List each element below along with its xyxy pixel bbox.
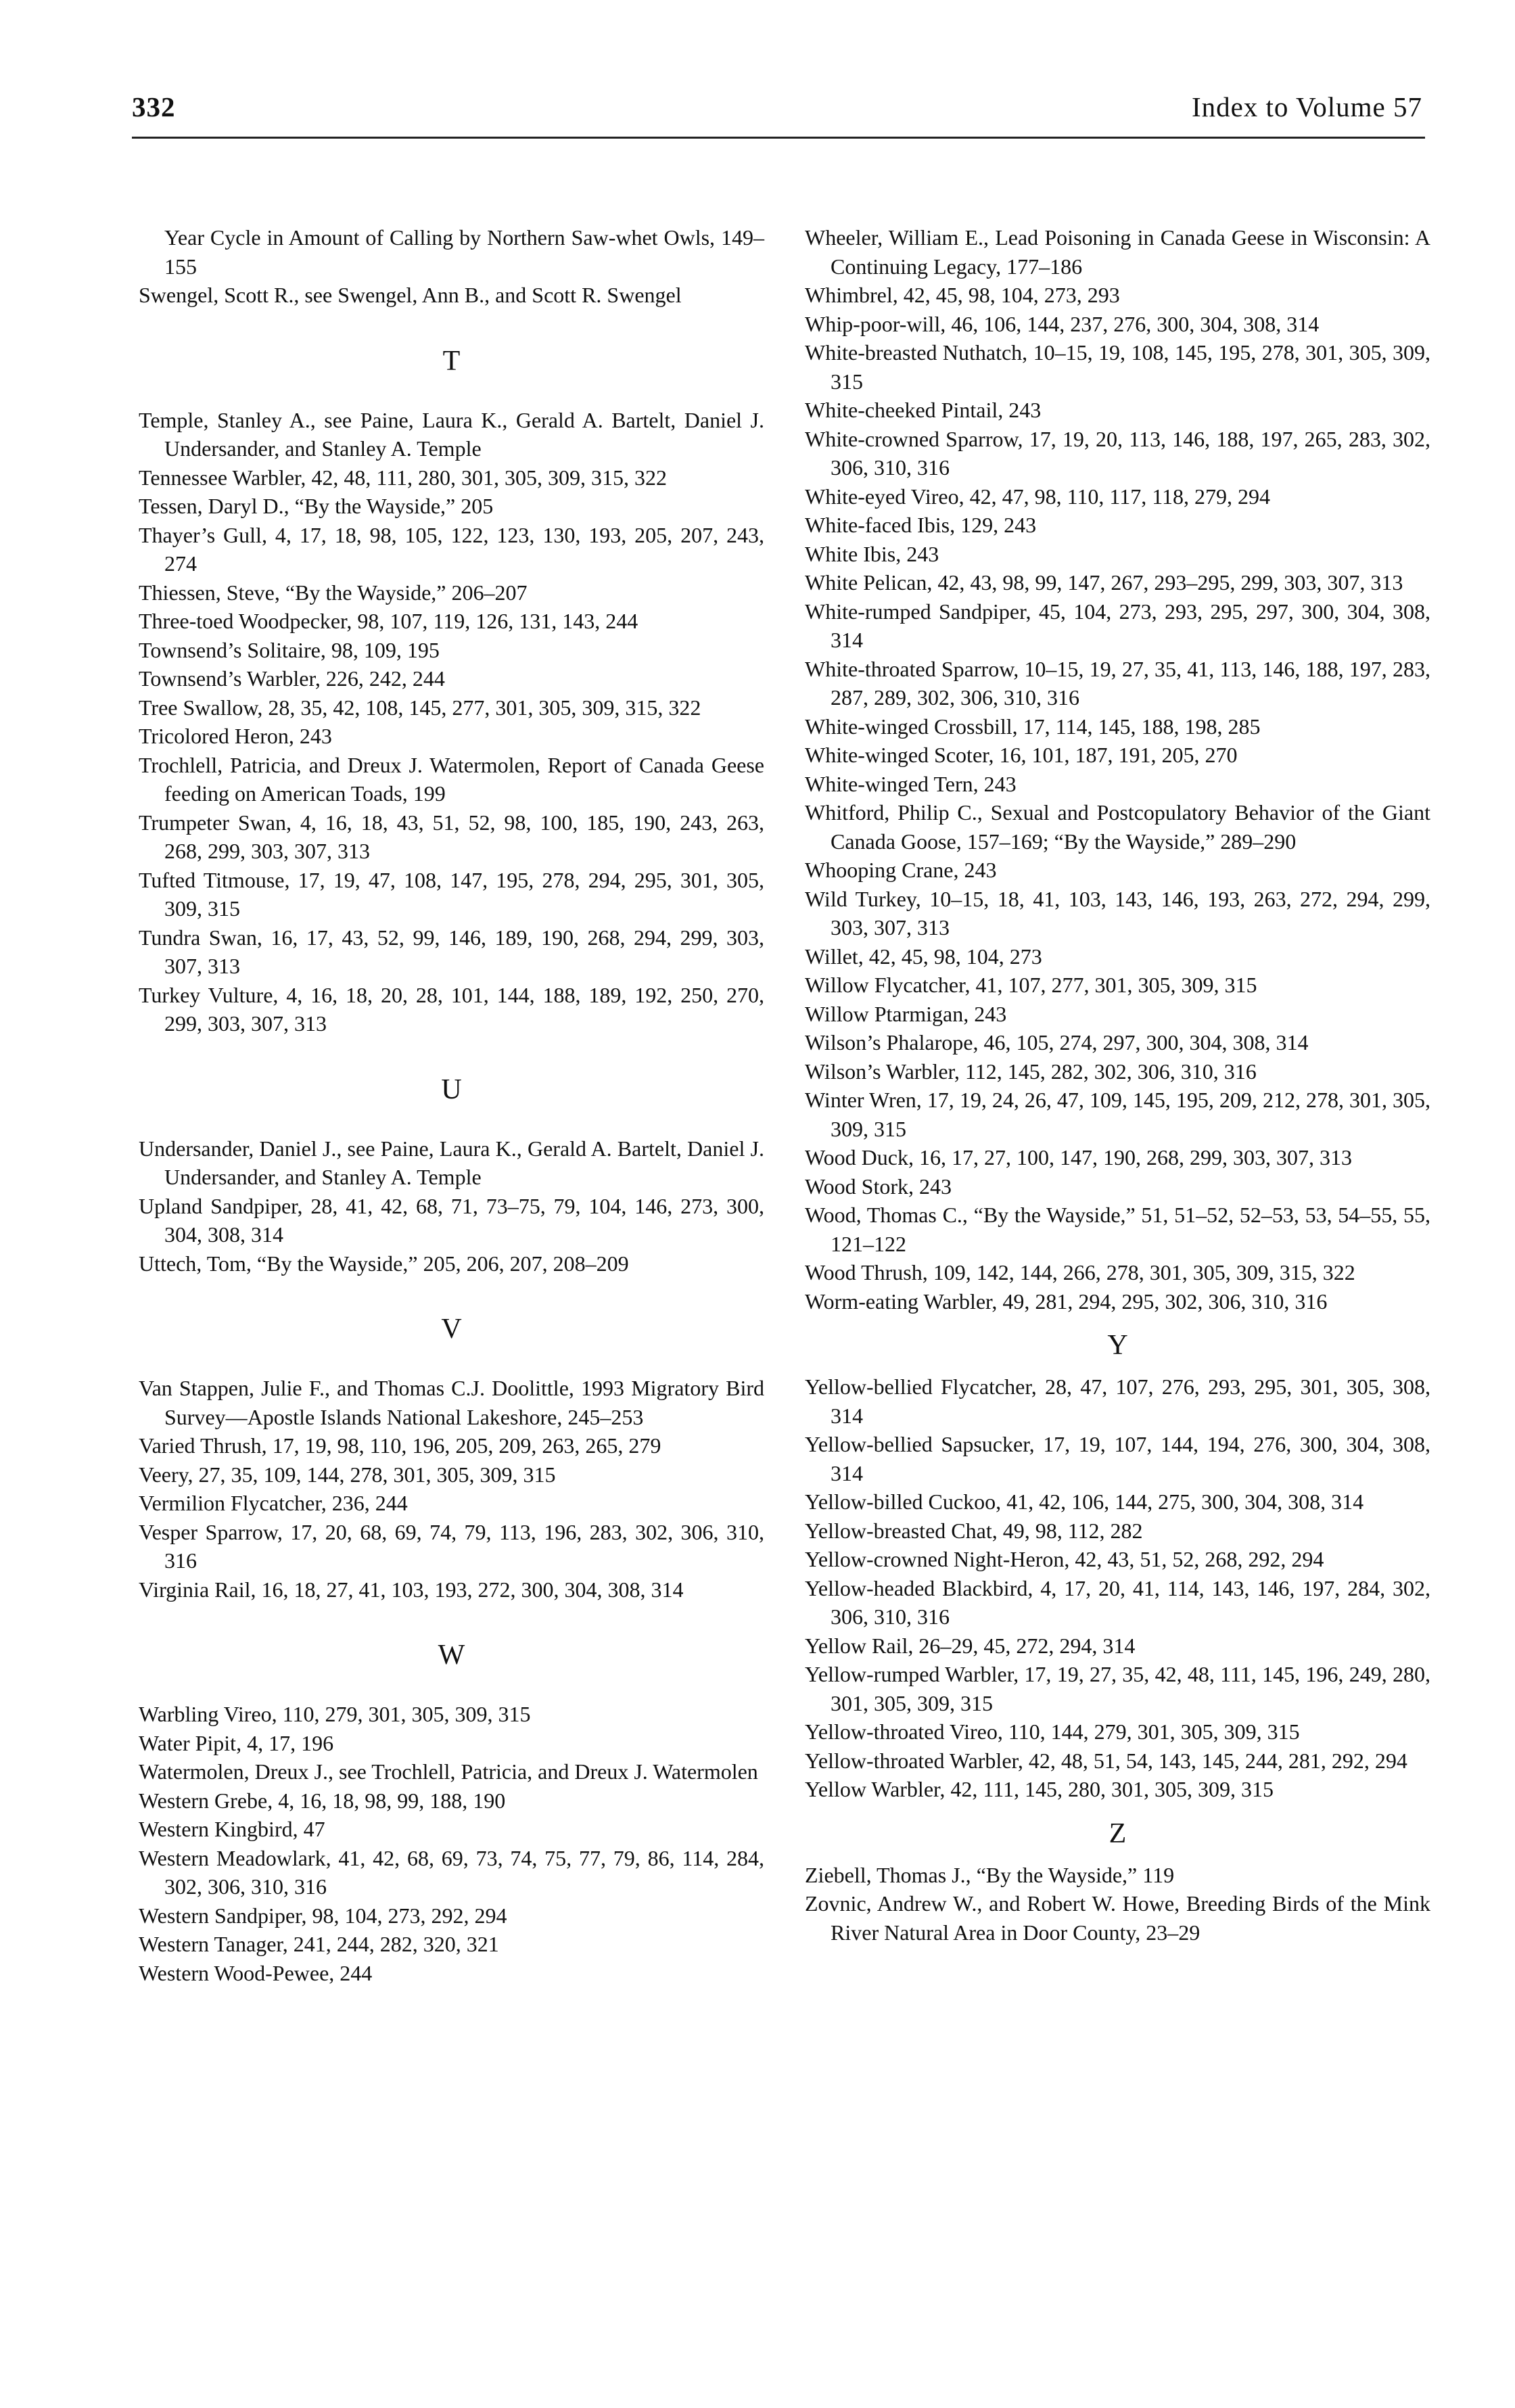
index-entry: White-cheeked Pintail, 243	[805, 398, 1042, 422]
index-entry: Townsend’s Solitaire, 98, 109, 195	[139, 637, 440, 662]
index-entry: White-rumped Sandpiper, 45, 104, 273, 293, 295, 297, 300, 304, 308, 314	[805, 599, 1430, 652]
index-entry: Vermilion Flycatcher, 236, 244	[139, 1491, 408, 1515]
index-entry: Three-toed Woodpecker, 98, 107, 119, 126, 131, 143, 244	[139, 609, 638, 633]
index-entry: Tricolored Heron, 243	[139, 724, 332, 748]
index-entry: Ziebell, Thomas J., “By the Wayside,” 119	[805, 1862, 1175, 1887]
index-column-left	[139, 223, 764, 1987]
index-entry: Western Tanager, 241, 244, 282, 320, 321	[139, 1932, 499, 1956]
section-letter-heading: V	[441, 1314, 462, 1345]
index-entry: Thayer’s Gull, 4, 17, 18, 98, 105, 122, 123, 130, 193, 205, 207, 243, 274	[139, 522, 764, 576]
index-entry: Tundra Swan, 16, 17, 43, 52, 99, 146, 189, 190, 268, 294, 299, 303, 307, 313	[139, 925, 764, 978]
index-entry: Whitford, Philip C., Sexual and Postcopulatory Behavior of the Giant Canada Goose, 157–169; “By the Wayside,” 289–290	[805, 800, 1430, 854]
index-entry: Townsend’s Warbler, 226, 242, 244	[139, 666, 445, 691]
index-entry: Yellow-throated Vireo, 110, 144, 279, 301, 305, 309, 315	[805, 1719, 1300, 1744]
index-entry: Winter Wren, 17, 19, 24, 26, 47, 109, 145, 195, 209, 212, 278, 301, 305, 309, 315	[805, 1088, 1430, 1141]
index-entry: White-winged Scoter, 16, 101, 187, 191, 205, 270	[805, 743, 1238, 767]
index-entry: Temple, Stanley A., see Paine, Laura K., Gerald A. Bartelt, Daniel J. Undersander, and Stanley A. Temple	[139, 407, 764, 461]
index-entry: Trumpeter Swan, 4, 16, 18, 43, 51, 52, 98, 100, 185, 190, 243, 263, 268, 299, 303, 307, 313	[139, 810, 764, 863]
index-entry: Undersander, Daniel J., see Paine, Laura K., Gerald A. Bartelt, Daniel J. Undersander, and Stanley A. Temple	[139, 1136, 764, 1189]
page-number: 332	[132, 91, 176, 122]
index-entry: White-winged Tern, 243	[805, 771, 1017, 796]
index-entry: Swengel, Scott R., see Swengel, Ann B., and Scott R. Swengel	[139, 283, 682, 307]
index-entry: White Pelican, 42, 43, 98, 99, 147, 267, 293–295, 299, 303, 307, 313	[805, 570, 1403, 595]
index-entry: White-crowned Sparrow, 17, 19, 20, 113, 146, 188, 197, 265, 283, 302, 306, 310, 316	[805, 426, 1430, 480]
index-entry: Trochlell, Patricia, and Dreux J. Watermolen, Report of Canada Geese feeding on American Toads, 199	[139, 752, 764, 806]
index-entry: Zovnic, Andrew W., and Robert W. Howe, Breeding Birds of the Mink River Natural Area in Door County, 23–29	[805, 1891, 1430, 1945]
index-entry: Willow Flycatcher, 41, 107, 277, 301, 305, 309, 315	[805, 973, 1257, 997]
section-letter-heading: U	[441, 1073, 462, 1105]
running-head	[132, 88, 1425, 139]
index-entry: Worm-eating Warbler, 49, 281, 294, 295, 302, 306, 310, 316	[805, 1289, 1328, 1314]
index-entry: Whimbrel, 42, 45, 98, 104, 273, 293	[805, 283, 1120, 307]
index-entry: Yellow Rail, 26–29, 45, 272, 294, 314	[805, 1633, 1136, 1658]
index-entry: Virginia Rail, 16, 18, 27, 41, 103, 193, 272, 300, 304, 308, 314	[139, 1577, 684, 1602]
index-entry: Yellow Warbler, 42, 111, 145, 280, 301, 305, 309, 315	[805, 1777, 1274, 1801]
index-entry: Willow Ptarmigan, 243	[805, 1001, 1007, 1026]
index-entry: Yellow-bellied Flycatcher, 28, 47, 107, 276, 293, 295, 301, 305, 308, 314	[805, 1374, 1430, 1428]
index-entry: Yellow-crowned Night-Heron, 42, 43, 51, 52, 268, 292, 294	[805, 1547, 1324, 1571]
index-entry: Yellow-breasted Chat, 49, 98, 112, 282	[805, 1518, 1143, 1543]
index-entry: Tennessee Warbler, 42, 48, 111, 280, 301, 305, 309, 315, 322	[139, 465, 668, 490]
index-entry: Western Sandpiper, 98, 104, 273, 292, 294	[139, 1903, 507, 1928]
index-entry: Wood, Thomas C., “By the Wayside,” 51, 51–52, 52–53, 53, 54–55, 55, 121–122	[805, 1203, 1430, 1256]
index-entry: Yellow-billed Cuckoo, 41, 42, 106, 144, 275, 300, 304, 308, 314	[805, 1489, 1364, 1514]
index-entry: Wilson’s Phalarope, 46, 105, 274, 297, 300, 304, 308, 314	[805, 1030, 1309, 1055]
index-entry: White-eyed Vireo, 42, 47, 98, 110, 117, 118, 279, 294	[805, 484, 1271, 509]
index-entry: Varied Thrush, 17, 19, 98, 110, 196, 205, 209, 263, 265, 279	[139, 1433, 661, 1458]
index-entry: Van Stappen, Julie F., and Thomas C.J. Doolittle, 1993 Migratory Bird Survey—Apostle Islands National Lakeshore, 245–253	[139, 1376, 764, 1429]
section-letter-heading: Z	[1109, 1817, 1127, 1849]
index-entry: Water Pipit, 4, 17, 196	[139, 1730, 334, 1755]
index-entry: Uttech, Tom, “By the Wayside,” 205, 206, 207, 208–209	[139, 1251, 629, 1276]
index-entry: Willet, 42, 45, 98, 104, 273	[805, 944, 1042, 969]
index-entry: Western Meadowlark, 41, 42, 68, 69, 73, 74, 75, 77, 79, 86, 114, 284, 302, 306, 310, 316	[139, 1845, 764, 1899]
index-entry: Tree Swallow, 28, 35, 42, 108, 145, 277, 301, 305, 309, 315, 322	[139, 695, 701, 720]
running-title: Index to Volume 57	[1191, 91, 1422, 122]
index-entry: Western Kingbird, 47	[139, 1817, 325, 1841]
index-entry: Tufted Titmouse, 17, 19, 47, 108, 147, 195, 278, 294, 295, 301, 305, 309, 315	[139, 867, 764, 921]
index-entry: Tessen, Daryl D., “By the Wayside,” 205	[139, 494, 494, 518]
index-entry: White-throated Sparrow, 10–15, 19, 27, 35, 41, 113, 146, 188, 197, 283, 287, 289, 302, 306, 310, 316	[805, 656, 1430, 710]
index-entry: White-faced Ibis, 129, 243	[805, 513, 1037, 537]
index-entry: Wilson’s Warbler, 112, 145, 282, 302, 306, 310, 316	[805, 1059, 1257, 1084]
index-entry: Whip-poor-will, 46, 106, 144, 237, 276, 300, 304, 308, 314	[805, 311, 1320, 336]
index-entry: Yellow-throated Warbler, 42, 48, 51, 54, 143, 145, 244, 281, 292, 294	[805, 1748, 1407, 1773]
section-letter-heading: Y	[1107, 1330, 1128, 1361]
index-entry: Wild Turkey, 10–15, 18, 41, 103, 143, 146, 193, 263, 272, 294, 299, 303, 307, 313	[805, 886, 1430, 940]
index-entry: Turkey Vulture, 4, 16, 18, 20, 28, 101, 144, 188, 189, 192, 250, 270, 299, 303, 307, 313	[139, 982, 764, 1036]
index-entry: Wood Duck, 16, 17, 27, 100, 147, 190, 268, 299, 303, 307, 313	[805, 1145, 1352, 1170]
index-entry: Whooping Crane, 243	[805, 858, 997, 882]
index-entry: Warbling Vireo, 110, 279, 301, 305, 309, 315	[139, 1702, 531, 1726]
index-column-right	[805, 223, 1430, 1947]
section-letter-heading: T	[442, 345, 461, 377]
index-entry: Wood Thrush, 109, 142, 144, 266, 278, 301, 305, 309, 315, 322	[805, 1260, 1355, 1284]
index-entry: Upland Sandpiper, 28, 41, 42, 68, 71, 73–75, 79, 104, 146, 273, 300, 304, 308, 314	[139, 1193, 764, 1247]
section-letter-heading: W	[438, 1640, 465, 1671]
index-entry: Wood Stork, 243	[805, 1174, 952, 1199]
index-entry: White Ibis, 243	[805, 541, 939, 566]
index-entry: Veery, 27, 35, 109, 144, 278, 301, 305, 309, 315	[139, 1462, 556, 1487]
index-entry: Yellow-headed Blackbird, 4, 17, 20, 41, 114, 143, 146, 197, 284, 302, 306, 310, 316	[805, 1575, 1430, 1629]
index-entry: Western Grebe, 4, 16, 18, 98, 99, 188, 190	[139, 1788, 506, 1813]
index-entry: White-breasted Nuthatch, 10–15, 19, 108, 145, 195, 278, 301, 305, 309, 315	[805, 340, 1430, 394]
index-entry: Year Cycle in Amount of Calling by Northern Saw-whet Owls, 149–155	[164, 225, 764, 279]
index-entry: Vesper Sparrow, 17, 20, 68, 69, 74, 79, 113, 196, 283, 302, 306, 310, 316	[139, 1519, 764, 1573]
index-entry: Wheeler, William E., Lead Poisoning in Canada Geese in Wisconsin: A Continuing Legacy, 177–186	[805, 225, 1430, 279]
index-entry: Western Wood-Pewee, 244	[139, 1960, 373, 1985]
index-entry: Watermolen, Dreux J., see Trochlell, Patricia, and Dreux J. Watermolen	[139, 1759, 758, 1784]
index-entry: Thiessen, Steve, “By the Wayside,” 206–207	[139, 580, 528, 605]
index-entry: Yellow-bellied Sapsucker, 17, 19, 107, 144, 194, 276, 300, 304, 308, 314	[805, 1432, 1430, 1485]
index-entry: Yellow-rumped Warbler, 17, 19, 27, 35, 42, 48, 111, 145, 196, 249, 280, 301, 305, 309, 315	[805, 1662, 1430, 1715]
index-entry: White-winged Crossbill, 17, 114, 145, 188, 198, 285	[805, 714, 1261, 739]
